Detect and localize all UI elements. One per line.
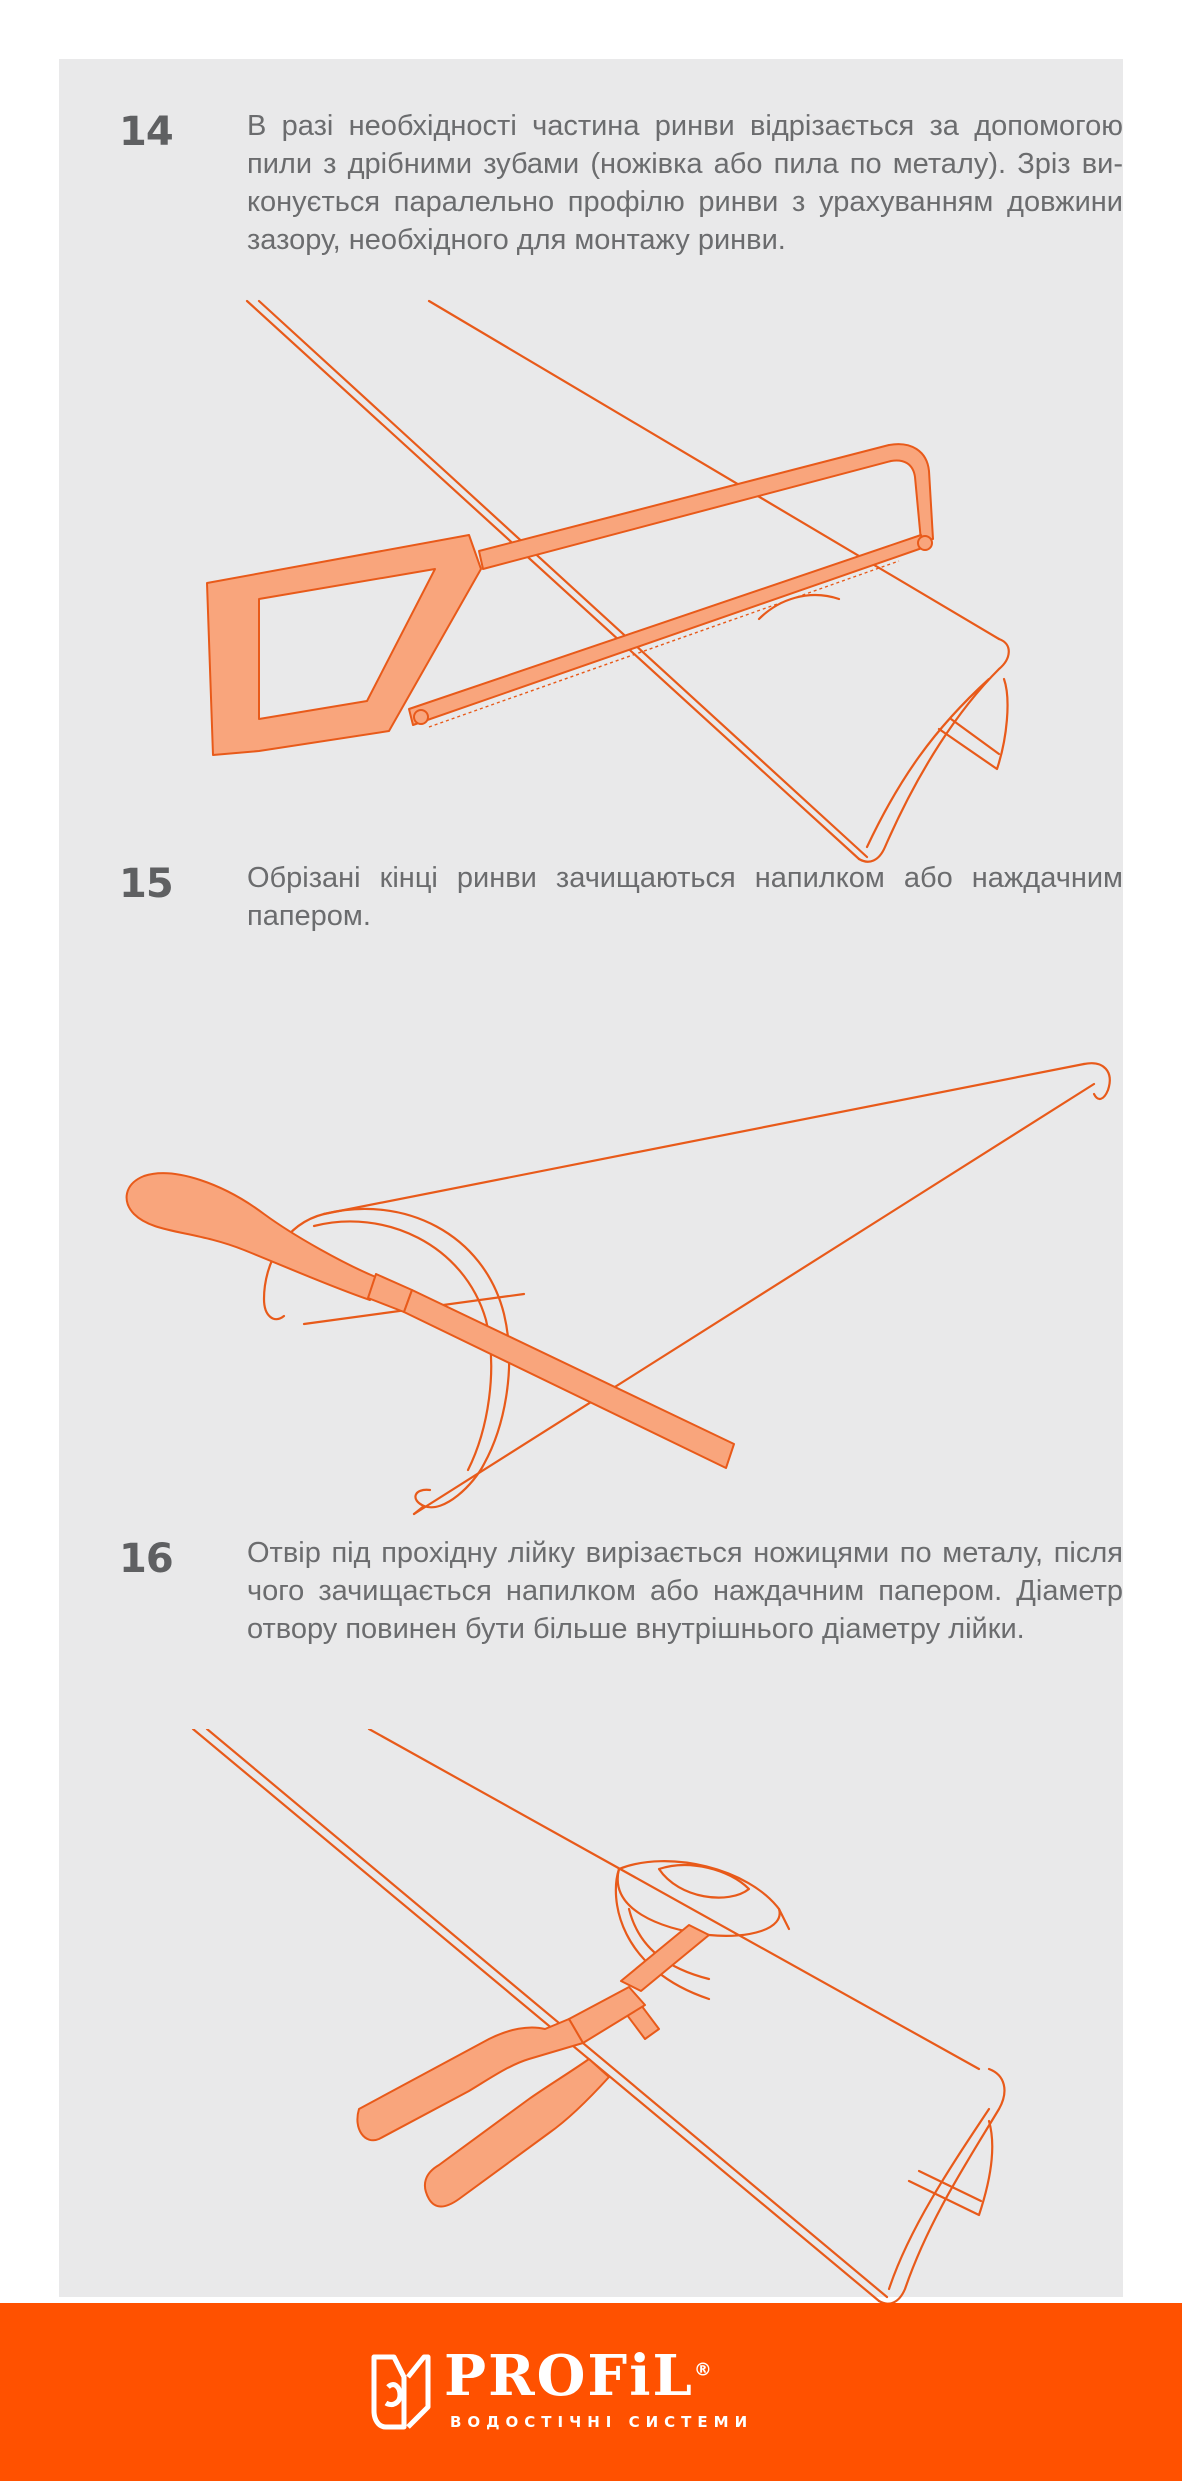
profil-logo bbox=[364, 2343, 824, 2437]
step-number: 15 bbox=[119, 861, 173, 907]
metal-shears-cutting-hole-illustration bbox=[189, 1729, 1069, 2319]
brand-footer bbox=[0, 2303, 1182, 2481]
step-text: Обрізані кінці ринви зачищаються напилком або наждачним папером. bbox=[247, 862, 1123, 932]
step-number: 16 bbox=[119, 1536, 173, 1582]
instructions-panel bbox=[59, 59, 1123, 2297]
drop-emblem-icon bbox=[364, 2347, 436, 2437]
step-text: Отвір під прохідну лійку вирізається ножицями по металу, після чого зачищається напилком або наждачним папером. Діаметр отвору повинен бути більше внутрішнього діаметру лійки. bbox=[247, 1537, 1123, 1645]
brand-name: PROFiL® bbox=[444, 2343, 714, 2409]
step-text: В разі необхідності частина ринви відрізається за допомогою пили з дрібними зубами (ножівка або пила по металу). Зріз виконується паралельно профілю ринви з урахуванням довжини зазору, необхідного для монтажу ринви. bbox=[247, 110, 1123, 256]
hacksaw-cutting-gutter-illustration bbox=[199, 299, 1079, 879]
file-cleaning-gutter-illustration bbox=[114, 994, 1124, 1554]
brand-tagline: ВОДОСТІЧНІ СИСТЕМИ bbox=[450, 2413, 754, 2431]
step-number: 14 bbox=[119, 109, 173, 155]
